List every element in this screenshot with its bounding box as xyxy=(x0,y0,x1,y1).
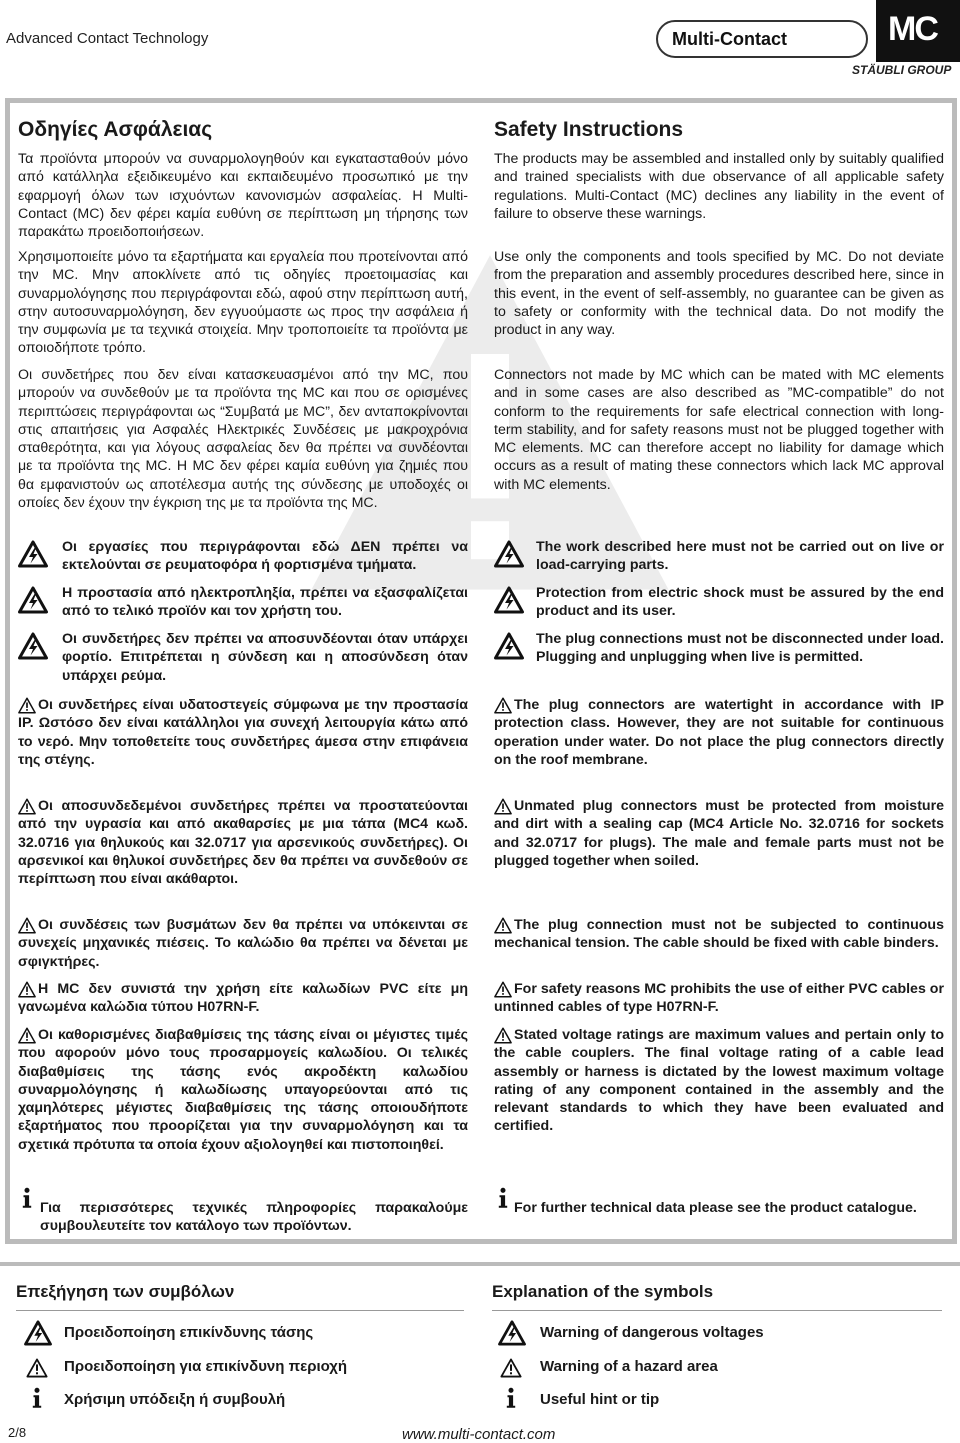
greek-para-2: Χρησιμοποιείτε μόνο τα εξαρτήματα και εργαλεία που προτείνονται από την MC. Μην αποκλίνετε από τις οδηγίες προετοιμασίας και συναρμολόγησης που περιγράφονται εδώ, αφού στην περίπτωση αυτή, στην αυτοσυναρμολόγηση, δεν εγγυούμαστε ως προς την ασφάλεια ή την συμφωνία με τα τεχνικά στοιχεία. Μην τροποποιείτε τα προϊόντα με οποιοδήποτε τρόπο. xyxy=(18,249,468,357)
english-warning-3: The plug connections must not be disconnected under load. Plugging and unplugging when live is permitted. xyxy=(536,631,944,666)
greek-hazard-2: Οι αποσυνδεδεμένοι συνδετήρες πρέπει να προστατεύονται από την υγρασία και από ακαθαρσίες με μια τάπα (MC4 κωδ. 32.0716 για θηλυκούς και 32.0717 για αρσενικούς συνδετήρες). Οι αρσενικοί και θηλυκοί συνδετήρες δεν θα πρέπει να συνδεθούν σε περίπτωση που είναι ακάθαρτοι. xyxy=(18,798,468,888)
greek-info: Για περισσότερες τεχνικές πληροφορίες παρακαλούμε συμβουλευτείτε τον κατάλογο των προϊόντων. xyxy=(40,1200,468,1235)
info-icon xyxy=(496,1186,510,1210)
legend-english-item: Warning of a hazard area xyxy=(540,1358,718,1375)
info-icon xyxy=(20,1186,34,1210)
greek-warning-2: Η προστασία από ηλεκτροπληξία, πρέπει να εξασφαλίζεται από το τελικό προϊόν και τον χρήστη του. xyxy=(62,585,468,620)
legend-rule xyxy=(492,1310,942,1311)
greek-warning-1: Οι εργασίες που περιγράφονται εδώ ΔΕΝ πρέπει να εκτελούνται σε ρευματοφόρα ή φορτισμένα τμήματα. xyxy=(62,539,468,574)
hazard-icon xyxy=(26,1358,48,1378)
english-hazard-4: For safety reasons MC prohibits the use of either PVC cables or untinned cables of type H07RN-F. xyxy=(494,981,944,1016)
english-para-2: Use only the components and tools specified by MC. Do not deviate from the preparation and assembly procedures described here, since in this event, in the event of self-assembly, no guarantee can be given as to safety or conformity with the technical data. Do not modify the product in any way. xyxy=(494,249,944,339)
legend-greek-item: Προειδοποίηση για επικίνδυνη περιοχή xyxy=(64,1358,348,1375)
greek-hazard-5: Οι καθορισμένες διαβαθμίσεις της τάσης είναι οι μέγιστες τιμές που αφορούν μόνο τους προσαρμογείς καλωδίου. Οι τελικές διαβαθμίσεις της τάσης ενός ακροδέκτη καλωδίου συναρμολόγησης ή καλωδίωσης υπαγορεύονται από τις χαμηλότερες μέγιστες διαβαθμίσεις της τάσης οποιουδήποτε εξαρτήματος που προορίζεται για την συναρμολόγηση και τα σχετικά πρότυπα τα οποία έχουν αξιολογηθεί και πιστοποιηθεί. xyxy=(18,1027,468,1153)
legend-greek-item: Χρήσιμη υπόδειξη ή συμβουλή xyxy=(64,1391,286,1408)
greek-para-1: Τα προϊόντα μπορούν να συναρμολογηθούν και εγκατασταθούν μόνο από κατάλληλα εξειδικευμένο και εκπαιδευμένο προσωπικό με την εφαρμογή όλων των ισχυόντων κανονισμών ασφαλείας. Η Multi-Contact (MC) δεν φέρει καμία ευθύνη σε περίπτωση μη τήρησης των παρακάτω προειδοποιήσεων. xyxy=(18,151,468,241)
hazard-icon xyxy=(500,1358,522,1378)
info-icon xyxy=(504,1386,518,1410)
english-hazard-5: Stated voltage ratings are maximum values and pertain only to the cable couplers. The final voltage rating of a cable lead assembly or harness is dictated by the lowest maximum voltage rating of any component contained in the assembly and the relevant standards to which they have been evaluated and certified. xyxy=(494,1027,944,1135)
legend-rule xyxy=(16,1310,464,1311)
voltage-warning-icon xyxy=(18,540,48,568)
english-warning-1: The work described here must not be carried out on live or load-carrying parts. xyxy=(536,539,944,574)
legend-greek-title: Επεξήγηση των συμβόλων xyxy=(16,1282,235,1301)
legend-divider xyxy=(0,1262,960,1266)
english-warning-2: Protection from electric shock must be assured by the end product and its user. xyxy=(536,585,944,620)
info-icon xyxy=(30,1386,44,1410)
voltage-warning-icon xyxy=(18,586,48,614)
english-hazard-2: Unmated plug connectors must be protected from moisture and dirt with a sealing cap (MC4 Article No. 32.0716 for sockets and 32.0717 for plugs). The male and female parts must not be plugged together when soiled. xyxy=(494,798,944,869)
english-title: Safety Instructions xyxy=(494,118,684,141)
group-label: STÄUBLI GROUP xyxy=(852,63,952,77)
greek-para-3: Οι συνδετήρες που δεν είναι κατασκευασμένοι από την MC, που μπορούν να συνδεθούν με τα προϊόντα της MC και που σε ορισμένες περιπτώσεις περιγράφονται ως “Συμβατά με MC”, δεν ανταποκρίνονται στις απαιτήσεις για Ασφαλές Ηλεκτρικές Συνδέσεις με μακροχρόνια σταθερότητα, και για λόγους ασφαλείας δεν θα πρέπει να συνδέονται με τα προϊόντα της MC. Η MC δεν φέρει καμία ευθύνη για ζημιές που θα εμφανιστούν ως αποτέλεσμα αυτής της σύνδεσης με υποδοχές οι οποίες δεν έχουν την έγκριση της με τα προϊόντα της MC. xyxy=(18,367,468,512)
english-hazard-3: The plug connection must not be subjected to continuous mechanical tension. The cable should be fixed with cable binders. xyxy=(494,917,944,952)
greek-warning-3: Οι συνδετήρες δεν πρέπει να αποσυνδέονται όταν υπάρχει φορτίο. Επιτρέπεται η σύνδεση και η αποσύνδεση όταν υπάρχει ρεύμα. xyxy=(62,631,468,684)
voltage-warning-icon xyxy=(494,540,524,568)
greek-hazard-4: Η MC δεν συνιστά την χρήση είτε καλωδίων PVC είτε μη γανωμένα καλώδια τύπου H07RN-F. xyxy=(18,981,468,1016)
voltage-warning-icon xyxy=(24,1320,52,1346)
legend-greek-item: Προειδοποίηση επικίνδυνης τάσης xyxy=(64,1324,314,1341)
mc-logo: MC xyxy=(888,10,937,48)
legend-english-item: Useful hint or tip xyxy=(540,1391,660,1408)
legend-english-title: Explanation of the symbols xyxy=(492,1282,714,1301)
header-tagline: Advanced Contact Technology xyxy=(6,30,209,47)
legend-english-item: Warning of dangerous voltages xyxy=(540,1324,764,1341)
english-para-1: The products may be assembled and installed only by suitably qualified and trained specialists with due observance of all applicable safety regulations. Multi-Contact (MC) declines any liability in the event of failure to observe these warnings. xyxy=(494,151,944,222)
english-para-3: Connectors not made by MC which can be mated with MC elements and in some cases are also described as ”MC-compatible” do not conform to the requirements for safe electrical connection with long-term stability, and for safety reasons must not be plugged together with MC elements. MC can therefore accept no liability for damage which occurs as a result of mating these connectors which lack MC approval with MC elements. xyxy=(494,367,944,493)
voltage-warning-icon xyxy=(18,632,48,660)
voltage-warning-icon xyxy=(498,1320,526,1346)
english-info: For further technical data please see the product catalogue. xyxy=(514,1200,917,1216)
greek-hazard-3: Οι συνδέσεις των βυσμάτων δεν θα πρέπει να υπόκεινται σε συνεχείς μηχανικές πιέσεις. Το καλώδιο θα πρέπει να δένεται με σφιγκτήρες. xyxy=(18,917,468,970)
brand-name: Multi-Contact xyxy=(672,29,787,49)
greek-hazard-1: Οι συνδετήρες είναι υδατοστεγείς σύμφωνα με την προστασία IP. Ωστόσο δεν είναι κατάλληλοι για συνεχή λειτουργία κάτω από το νερό. Μην τοποθετείτε τους συνδετήρες άμεσα στην επιφάνεια της στέγης. xyxy=(18,697,468,768)
page-number: 2/8 xyxy=(8,1425,27,1440)
greek-title: Οδηγίες Ασφάλειας xyxy=(18,118,213,141)
voltage-warning-icon xyxy=(494,632,524,660)
footer-url[interactable]: www.multi-contact.com xyxy=(402,1426,556,1443)
english-hazard-1: The plug connectors are watertight in accordance with IP protection class. However, they are not suitable for continuous operation under water. Do not place the plug connectors directly on the roof membrane. xyxy=(494,697,944,768)
voltage-warning-icon xyxy=(494,586,524,614)
